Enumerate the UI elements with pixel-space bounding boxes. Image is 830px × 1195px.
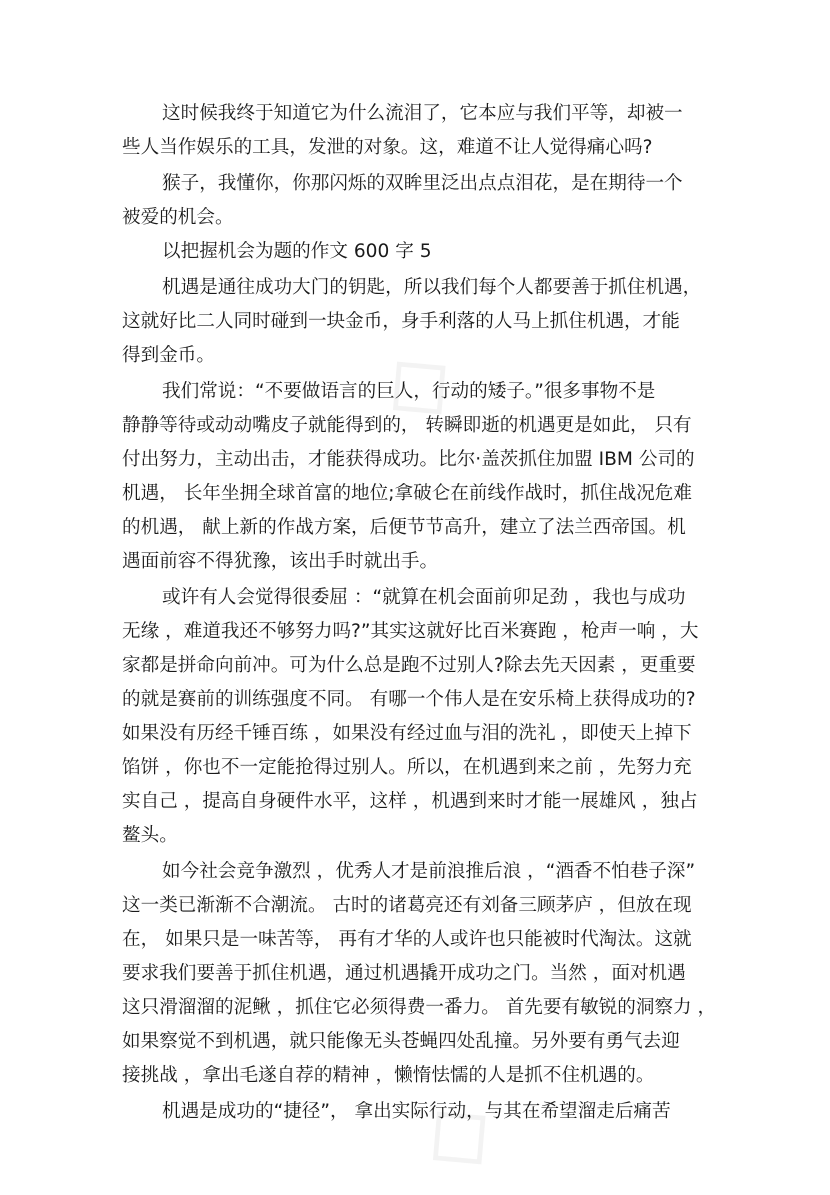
text-line: 机遇， 长年坐拥全球首富的地位;拿破仑在前线作战时，抓住战况危难	[122, 483, 692, 504]
text-line: 要求我们要善于抓住机遇，通过机遇撬开成功之门。当然 ，面对机遇	[122, 963, 686, 984]
text-line: 无缘 ，难道我还不够努力吗?”其实这就好比百米赛跑 ，枪声一响 ，大	[122, 621, 699, 642]
text-line: 鳌头。	[122, 825, 178, 846]
text-line: 或许有人会觉得很委屈 ：“就算在机会面前卯足劲 ，我也与成功	[162, 587, 686, 608]
text-line: 实自己 ，提高自身硬件水平，这样 ，机遇到来时才能一展雄风 ，独占	[122, 791, 698, 812]
text-line: 机遇是通往成功大门的钥匙，所以我们每个人都要善于抓住机遇，	[162, 277, 702, 298]
text-line: 机遇是成功的“捷径”， 拿出实际行动，与其在希望溜走后痛苦	[162, 1101, 671, 1122]
text-line: 这一类已渐渐不合潮流。 古时的诸葛亮还有刘备三顾茅庐 ，但放在现	[122, 895, 692, 916]
text-line: 被爱的机会。	[122, 207, 234, 228]
text-line: 的机遇， 献上新的作战方案，后便节节高升，建立了法兰西帝国。机	[122, 517, 686, 538]
text-line: 的就是赛前的训练强度不同。 有哪一个伟人是在安乐椅上获得成功的?	[122, 689, 696, 710]
text-line: 馅饼 ，你也不一定能抢得过别人。所以，在机遇到来之前 ，先努力充	[122, 757, 692, 778]
text-line: 接挑战 ，拿出毛遂自荐的精神 ，懒惰怯懦的人是抓不住机遇的。	[122, 1065, 655, 1086]
text-line: 得到金币。	[122, 345, 215, 366]
text-line: 这就好比二人同时碰到一块金币，身手利落的人马上抓住机遇，才能	[122, 311, 680, 332]
text-line: 如今社会竞争激烈 ，优秀人才是前浪推后浪 ，“酒香不怕巷子深”	[162, 861, 696, 882]
text-line: 静静等待或动动嘴皮子就能得到的， 转瞬即逝的机遇更是如此， 只有	[122, 415, 692, 436]
watermark: ◇	[394, 1070, 515, 1195]
text-line: 如果没有历经千锤百练 ，如果没有经过血与泪的洗礼 ，即使天上掉下	[122, 723, 692, 744]
text-line: 这时候我终于知道它为什么流泪了，它本应与我们平等，却被一	[162, 103, 683, 124]
essay-heading: 以把握机会为题的作文 600 字 5	[162, 241, 432, 262]
text-line: 这只滑溜溜的泥鳅 ，抓住它必须得费一番力。 首先要有敏锐的洞察力 ，	[122, 997, 717, 1018]
text-line: 遇面前容不得犹豫，该出手时就出手。	[122, 551, 439, 572]
text-line: 我们常说：“不要做语言的巨人，行动的矮子。”很多事物不是	[162, 381, 656, 402]
watermark: ◇	[354, 320, 475, 445]
text-line: 家都是拼命向前冲。可为什么总是跑不过别人?除去先天因素 ，更重要	[122, 655, 696, 676]
text-line: 些人当作娱乐的工具，发泄的对象。这，难道不让人觉得痛心吗?	[122, 137, 653, 158]
text-line: 猴子，我懂你，你那闪烁的双眸里泛出点点泪花，是在期待一个	[162, 173, 683, 194]
text-line: 在， 如果只是一味苦等， 再有才华的人或许也只能被时代淘汰。这就	[122, 929, 692, 950]
text-line: 付出努力，主动出击，才能获得成功。比尔·盖茨抓住加盟 IBM 公司的	[122, 449, 695, 470]
text-line: 如果察觉不到机遇，就只能像无头苍蝇四处乱撞。另外要有勇气去迎	[122, 1031, 680, 1052]
